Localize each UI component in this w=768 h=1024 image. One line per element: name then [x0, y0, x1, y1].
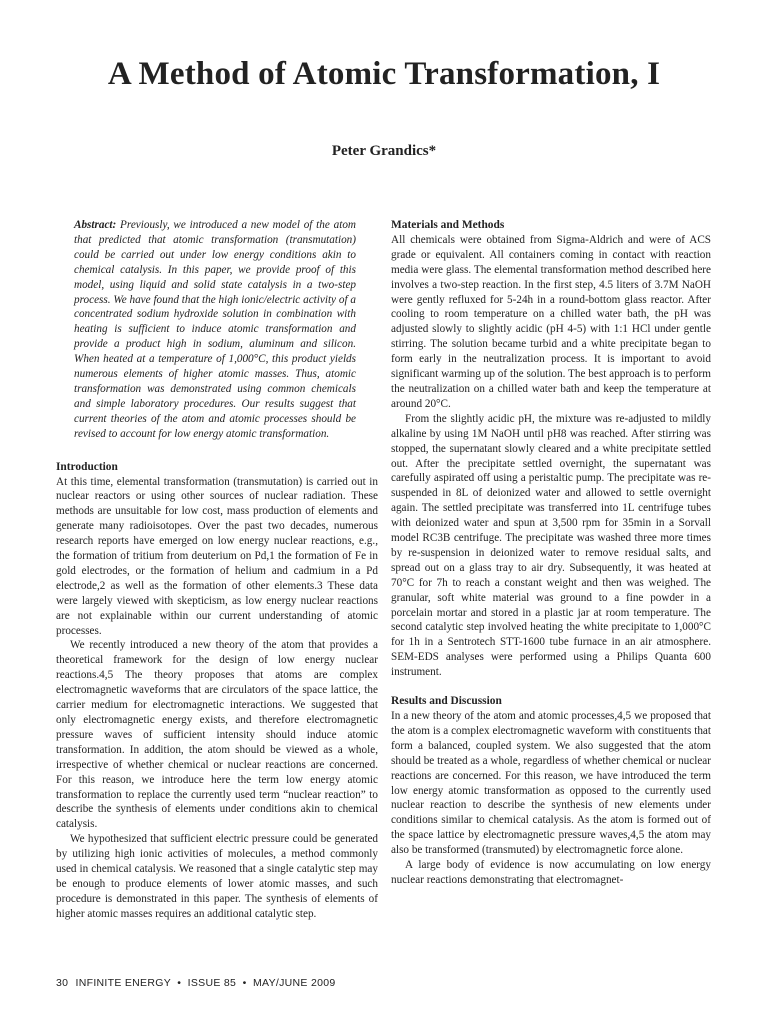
abstract-text: Previously, we introduced a new model of the atom that predicted that atomic transformation (transmutation) could be carried out under low energy conditions akin to chemical catalysis. In this paper, we provide proof of this model, using liquid and solid state catalysis in a two-step process. We have found that the high ionic/electric activity of a concentrated sodium hydroxide solution in combination with heating is sufficient to induce atomic transformation and provide a product high in sodium, aluminum and silicon. When heated at a temperature of 1,000°C, this product yields numerous elements of higher atomic masses. Thus, atomic transformation was demonstrated using common chemicals and simple laboratory procedures. Our results suggest that current theories of the atom and atomic processes should be revised to account for low energy atomic transformation. — [74, 219, 357, 440]
footer-text: INFINITE ENERGY • ISSUE 85 • MAY/JUNE 2009 — [75, 977, 336, 989]
introduction-paragraph: At this time, elemental transformation (transmutation) is carried out in nuclear reactors or using other sources of nuclear radiation. These methods are unsuitable for low cost, mass production of elements and generate many radioisotopes. Over the past two decades, numerous research reports have emerged on low energy nuclear reactions, e.g., the formation of tritium from deuterium on Pd,1 the formation of Fe in gold electrodes, or the formation of helium and cadmium in a Pd electrode,2 as well as the formation of other elements.3 These data were largely viewed with skepticism, as low energy nuclear reactions are not explainable within our current understanding of atomic processes. — [56, 475, 378, 637]
author-name: Peter Grandics* — [331, 143, 437, 159]
page-footer — [56, 977, 336, 989]
methods-paragraph: All chemicals were obtained from Sigma-Aldrich and were of ACS grade or equivalent. All containers coming in contact with reaction media were glass. The elemental transformation method described here involves a two-step reaction. In the first step, 4.5 liters of 3.7M NaOH were gently refluxed for 5-24h in a round-bottom glass reactor. After cooling to room temperature on a chilled water bath, the pH was adjusted slowly to slightly acidic (pH 4-5) with 1:1 HCl under gentle stirring. The solution became turbid and a white precipitate began to form early in the neutralization process. It is important to avoid significant warming up of the solution. The best approach is to perform the neutralization on a chilled water bath and keep the temperature at around 20°C. — [391, 233, 711, 410]
page-title: A Method of Atomic Transformation, I — [107, 56, 661, 92]
abstract-label: Abstract: — [74, 219, 117, 231]
introduction-heading: Introduction — [56, 460, 118, 473]
introduction-paragraph: We recently introduced a new theory of the atom that provides a theoretical framework for the design of low energy nuclear reactions.4,5 The theory proposes that atoms are complex electromagnetic waveforms that are circulators of the space lattice, the carrier medium for electromagnetic interactions. We suggested that only electromagnetic energy exists, and therefore electromagnetic pressure waves of sufficient intensity should induce atomic transformation. In addition, the atom should be viewed as a whole, irrespective of whether chemical or nuclear reactions are concerned. For this reason, we introduce here the term low energy atomic transformation to replace the currently used term “nuclear reaction” to describe the synthesis of elements under conditions akin to chemical catalysis. — [56, 639, 378, 831]
right-column — [391, 218, 711, 888]
methods-heading: Materials and Methods — [391, 219, 505, 231]
abstract — [74, 218, 356, 442]
results-paragraph: A large body of evidence is now accumulating on low energy nuclear reactions demonstrating that electromagnet- — [391, 859, 711, 886]
introduction-paragraph: We hypothesized that sufficient electric pressure could be generated by utilizing high ionic activities of molecules, a method commonly used in chemical catalysis. We reasoned that a single catalytic step may be enough to produce elements of lower atomic masses, and such procedure is demonstrated in this paper. The synthesis of elements of higher atomic masses requires an additional catalytic step. — [56, 833, 378, 920]
methods-paragraph: From the slightly acidic pH, the mixture was re-adjusted to mildly alkaline by using 1M NaOH until pH8 was reached. After stirring was stopped, the supernatant slowly cleared and a white precipitate settled out. After the precipitate settled overnight, the supernatant was carefully aspirated off using a peristaltic pump. The precipitate was re-suspended in 8L of deionized water and allowed to settle overnight again. The settled precipitate was transferred into 1L centrifuge tubes with deionized water and spun at 3,500 rpm for 35min in a Sorvall model RC3B centrifuge. The precipitate was washed three more times by re-suspension in deionized water to remove residual salts, and spread out on a glass tray to air dry. Subsequently, it was heated at 70°C for 7h to reach a constant weight and then was weighed. The granular, soft white material was ground to a fine powder in a porcelain mortar and stored in a plastic jar at room temperature. The second catalytic step involved heating the white precipitate to 1,000°C for 1h in a Sentrotech STT-1600 tube furnace in an air atmosphere. SEM-EDS analyses were performed using a Philips Quanta 600 instrument. — [391, 412, 711, 679]
results-heading: Results and Discussion — [391, 695, 502, 708]
page-number: 30 — [56, 977, 69, 989]
results-paragraph: In a new theory of the atom and atomic processes,4,5 we proposed that the atom is a complex electromagnetic waveform with constituents that form a balanced, coupled system. We also suggested that the atom should be treated as a whole, regardless of whether chemical or nuclear reactions are concerned. For this reason, we have introduced the term low energy atomic transformation as opposed to the currently used nuclear reaction to describe the synthesis of new elements under conditions similar to chemical catalysis. As the atom is formed out of the space lattice by electromagnetic pressure waves,4,5 the atom may also be transformed (transmuted) by electromagnetic force alone. — [391, 710, 711, 857]
left-column — [56, 218, 378, 922]
